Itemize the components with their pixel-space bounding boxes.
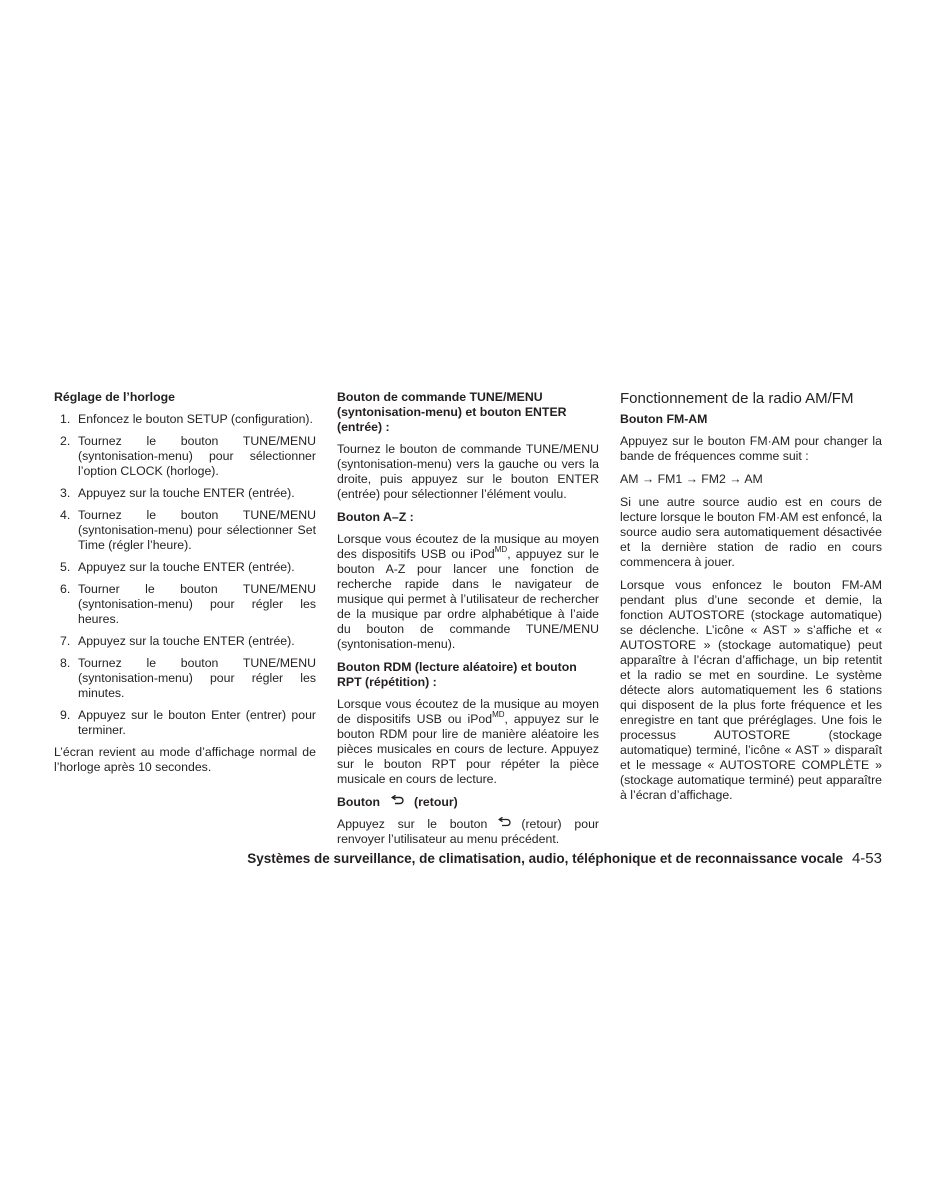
step-number: 9. (60, 708, 71, 722)
list-item (54, 412, 316, 427)
rdm-rpt-paragraph (337, 697, 599, 787)
step-text: Appuyez sur le bouton Enter (entrer) pour terminer. (78, 708, 316, 737)
column-radio (620, 390, 882, 811)
autostore-paragraph: Lorsque vous enfoncez le bouton FM-AM pendant plus d’une seconde et demie, la fonction AUTOSTORE (stockage automatique) se déclenche. L’icône « AST » s’affiche et « AUTOSTORE » (stockage automatique) peut apparaître à l’écran d’affichage, un bip retentit et la radio se met en sourdine. Le système détecte alors automatiquement les 6 stations qui disposent de la plus forte fréquence et les enregistre en tant que préréglages. Une fois le processus AUTOSTORE (stockage automatique) terminé, l’icône « AST » disparaît et le message « AUTOSTORE COMPLÈTE » (stockage automatique terminé) peut apparaître à l’écran d’affichage. (620, 578, 882, 802)
step-text: Appuyez sur la touche ENTER (entrée). (78, 486, 295, 500)
step-text: Tournez le bouton TUNE/MENU (syntonisation-menu) pour régler les minutes. (78, 656, 316, 700)
az-button-heading: Bouton A–Z : (337, 510, 414, 524)
page-number: 4-53 (851, 850, 882, 867)
step-number: 6. (60, 582, 71, 596)
tune-menu-heading: Bouton de commande TUNE/MENU (syntonisation-menu) et bouton ENTER (entrée) : (337, 390, 567, 434)
audio-source-paragraph: Si une autre source audio est en cours de lecture lorsque le bouton FM·AM est enfoncé, la source audio sera automatiquement désactivée et la dernière station de radio en cours commencera à jouer. (620, 495, 882, 569)
rdm-text-start: Lorsque vous écoutez de la musique au moyen de dispositifs USB ou iPod (337, 697, 599, 726)
step-text: Appuyez sur la touche ENTER (entrée). (78, 634, 295, 648)
az-text-start: Lorsque vous écoutez de la musique au moyen des dispositifs USB ou iPod (337, 532, 599, 561)
column-buttons (337, 390, 599, 855)
list-item (54, 508, 316, 553)
step-number: 2. (60, 434, 71, 448)
az-text-end: , appuyez sur le bouton A-Z pour lancer une fonction de recherche rapide dans le navigateur de musique qui permet à l’utilisateur de rechercher de la musique par ordre alphabétique à l’aide du bouton de commande TUNE/MENU (syntonisation-menu). (337, 547, 600, 651)
list-item (54, 434, 316, 479)
back-button-paragraph (337, 817, 599, 847)
back-text-end: (retour) pour renvoyer l’utilisateur au menu précédent. (337, 817, 600, 846)
fm-am-heading: Bouton FM-AM (620, 412, 708, 426)
step-number: 3. (60, 486, 71, 500)
column-clock-settings (54, 390, 316, 783)
back-button-heading (337, 795, 599, 810)
trademark-superscript: MD (492, 709, 505, 719)
step-text: Tournez le bouton TUNE/MENU (syntonisation-menu) pour sélectionner l’option CLOCK (horloge). (78, 434, 316, 478)
list-item (54, 634, 316, 649)
az-button-paragraph (337, 532, 599, 652)
step-number: 7. (60, 634, 71, 648)
step-number: 5. (60, 560, 71, 574)
band-sequence: AM → FM1 → FM2 → AM (620, 472, 763, 486)
step-text: Tournez le bouton TUNE/MENU (syntonisation-menu) pour sélectionner Set Time (régler l’heure). (78, 508, 316, 552)
radio-section-title: Fonctionnement de la radio AM/FM (620, 390, 854, 407)
step-text: Appuyez sur la touche ENTER (entrée). (78, 560, 295, 574)
rdm-text-end: , appuyez sur le bouton RDM pour lire de manière aléatoire les pièces musicales en cours de lecture. Appuyez sur le bouton RPT pour répéter la pièce musicale en cours de lecture. (337, 712, 599, 786)
clock-settings-heading: Réglage de l’horloge (54, 390, 175, 404)
step-number: 1. (60, 412, 71, 426)
rdm-rpt-heading: Bouton RDM (lecture aléatoire) et bouton RPT (répétition) : (337, 660, 577, 689)
step-text: Enfoncez le bouton SETUP (configuration). (78, 412, 313, 426)
step-number: 8. (60, 656, 71, 670)
trademark-superscript: MD (494, 544, 508, 554)
fm-am-paragraph: Appuyez sur le bouton FM·AM pour changer la bande de fréquences comme suit : (620, 434, 882, 463)
list-item (54, 656, 316, 701)
tune-menu-paragraph: Tournez le bouton de commande TUNE/MENU (syntonisation-menu) vers la gauche ou vers la droite, puis appuyez sur le bouton ENTER (entrée) pour sélectionner l’élément voulu. (337, 442, 599, 501)
back-heading-start: Bouton (337, 795, 381, 809)
back-text-start: Appuyez sur le bouton (337, 817, 488, 831)
return-arrow-icon (390, 795, 404, 807)
step-text: Tourner le bouton TUNE/MENU (syntonisation-menu) pour régler les heures. (78, 582, 316, 626)
back-heading-end: (retour) (414, 795, 458, 809)
clock-closing-paragraph: L’écran revient au mode d’affichage normal de l’horloge après 10 secondes. (54, 745, 316, 774)
page-footer (0, 850, 882, 867)
list-item (54, 582, 316, 627)
chapter-title: Systèmes de surveillance, de climatisation, audio, téléphonique et de reconnaissance vocale (247, 851, 843, 866)
list-item (54, 708, 316, 738)
return-arrow-icon (497, 817, 511, 829)
list-item (54, 486, 316, 501)
list-item (54, 560, 316, 575)
step-number: 4. (60, 508, 71, 522)
clock-steps-list (54, 412, 316, 738)
